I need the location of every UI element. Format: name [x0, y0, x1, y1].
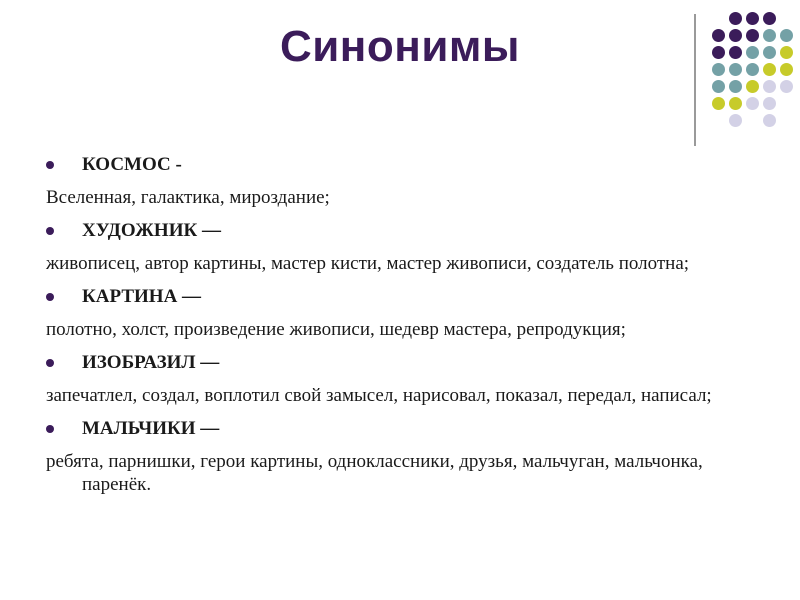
- decorative-dot: [729, 29, 742, 42]
- decorative-dot: [729, 46, 742, 59]
- term-label: МАЛЬЧИКИ —: [82, 418, 220, 439]
- decorative-dot: [729, 114, 742, 127]
- list-item: [46, 219, 766, 275]
- bullet-icon: [46, 227, 54, 235]
- term-label: КАРТИНА —: [82, 286, 202, 307]
- term-label: КОСМОС -: [82, 154, 182, 175]
- decorative-dot: [763, 12, 776, 25]
- bullet-icon: [46, 425, 54, 433]
- decorative-dot: [746, 29, 759, 42]
- decorative-dot: [712, 97, 725, 110]
- decorative-dot: [763, 80, 776, 93]
- decorative-dot: [763, 46, 776, 59]
- decorative-dot: [780, 63, 793, 76]
- decorative-dot-grid: [0, 0, 800, 150]
- decorative-dot: [712, 29, 725, 42]
- decorative-dot: [712, 63, 725, 76]
- decorative-dot: [763, 97, 776, 110]
- bullet-icon: [46, 161, 54, 169]
- slide-title: Синонимы: [279, 22, 521, 71]
- synonyms-text: полотно, холст, произведение живописи, шедевр мастера, репродукция;: [46, 319, 626, 340]
- list-item: [46, 285, 766, 341]
- decorative-dot: [729, 97, 742, 110]
- decorative-dot: [729, 63, 742, 76]
- decorative-dot: [729, 80, 742, 93]
- decorative-dot: [780, 46, 793, 59]
- decorative-dot: [763, 29, 776, 42]
- decorative-dot: [746, 63, 759, 76]
- synonym-list: [46, 153, 766, 506]
- decorative-dot: [780, 80, 793, 93]
- decorative-dot: [746, 46, 759, 59]
- decorative-dot: [763, 114, 776, 127]
- decorative-dot: [780, 29, 793, 42]
- bullet-icon: [46, 293, 54, 301]
- decorative-dot: [763, 63, 776, 76]
- decorative-dot: [746, 97, 759, 110]
- synonyms-text: ребята, парнишки, герои картины, одноклассники, друзья, мальчуган, мальчонка, паренёк.: [46, 451, 703, 495]
- decorative-dot: [746, 80, 759, 93]
- decorative-dot: [712, 46, 725, 59]
- list-item: [46, 153, 766, 209]
- term-label: ИЗОБРАЗИЛ —: [82, 352, 220, 373]
- synonyms-text: запечатлел, создал, воплотил свой замысел, нарисовал, показал, передал, написал;: [46, 385, 712, 406]
- term-label: ХУДОЖНИК —: [82, 220, 221, 241]
- decorative-dot: [746, 12, 759, 25]
- bullet-icon: [46, 359, 54, 367]
- list-item: [46, 351, 766, 407]
- decorative-dot: [729, 12, 742, 25]
- synonyms-text: Вселенная, галактика, мироздание;: [46, 187, 330, 208]
- decorative-dot: [712, 80, 725, 93]
- list-item: [46, 417, 766, 496]
- synonyms-text: живописец, автор картины, мастер кисти, мастер живописи, создатель полотна;: [46, 253, 690, 274]
